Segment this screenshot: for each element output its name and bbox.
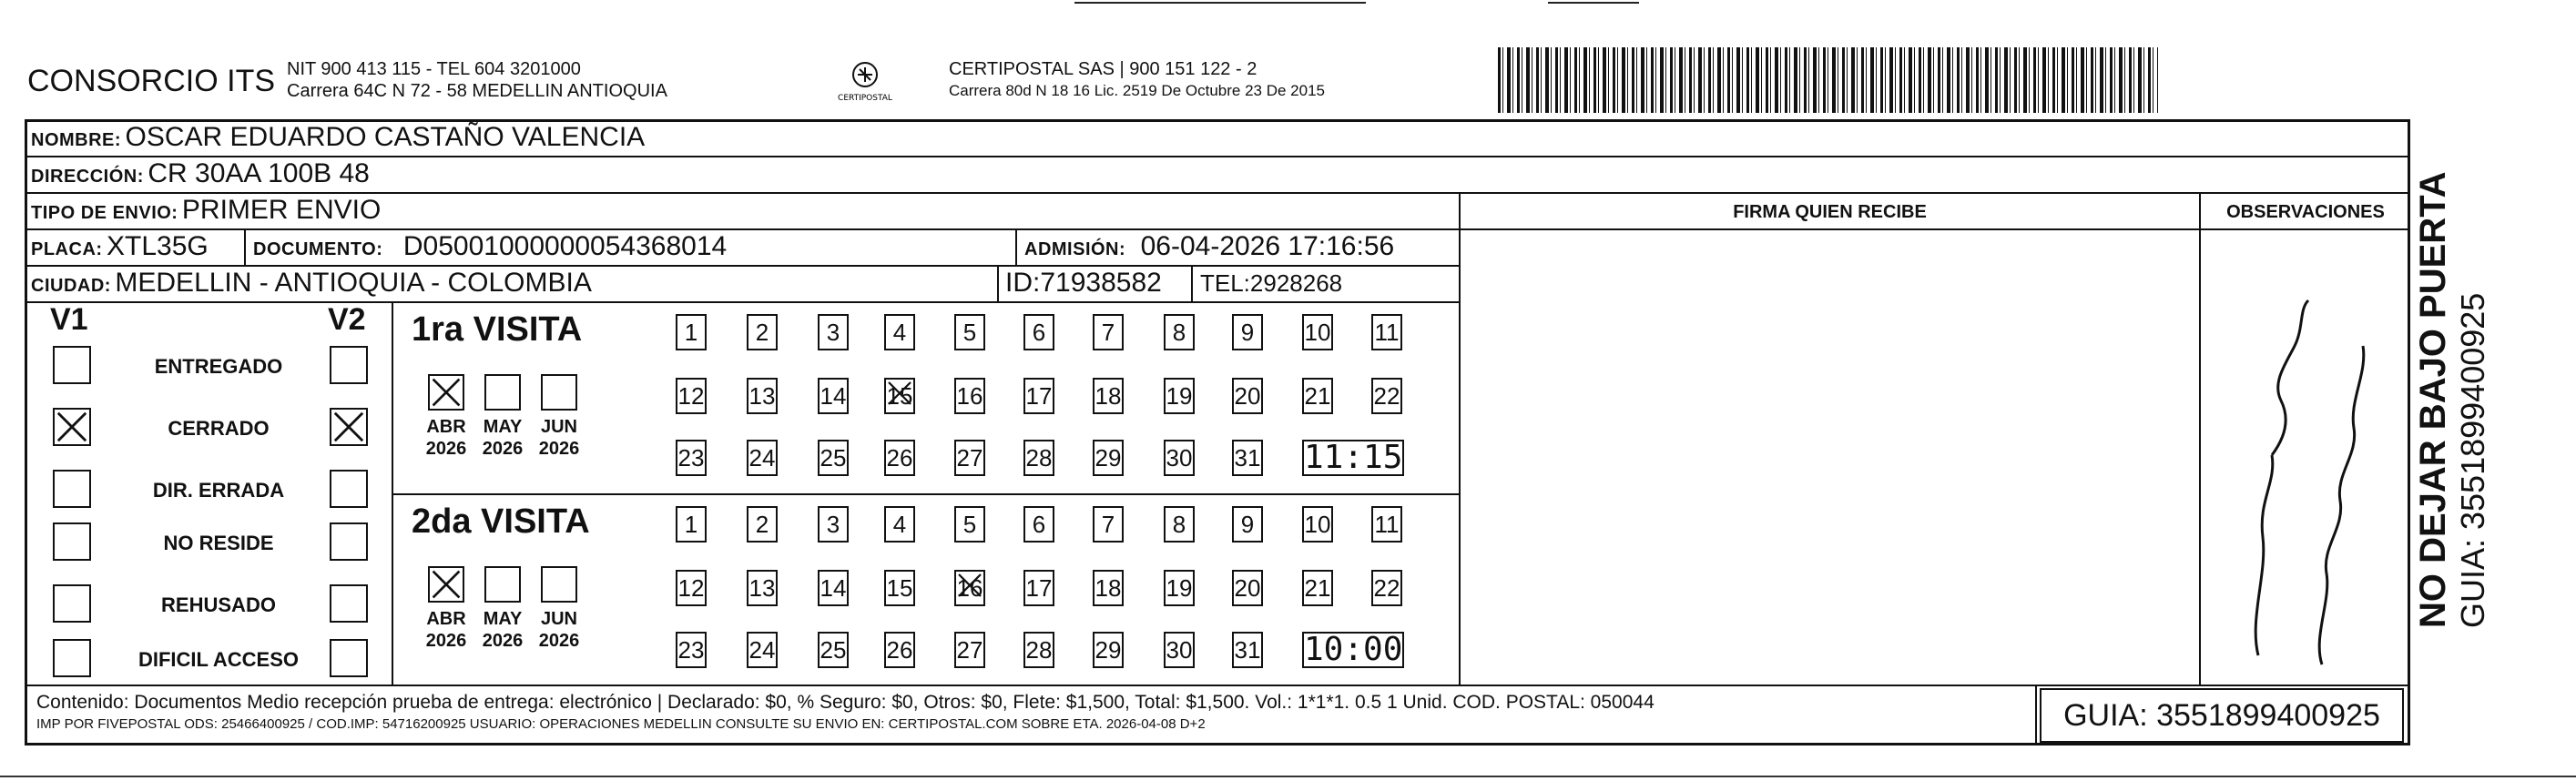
visit-2-day-19[interactable]: 19 [1164, 570, 1195, 606]
visit-2-month-checkbox-jun[interactable] [541, 566, 577, 603]
v1-checkbox-rehusado[interactable] [53, 584, 91, 623]
v2-checkbox-cerrado[interactable] [330, 408, 368, 446]
visit-2-day-29[interactable]: 29 [1093, 632, 1124, 668]
admision-value: 06-04-2026 17:16:56 [1140, 231, 1395, 261]
documento-cell [253, 231, 727, 262]
top-rule [1074, 2, 1366, 4]
visit-1-day-7[interactable]: 7 [1093, 314, 1124, 350]
month-year: 2026 [425, 631, 467, 651]
direccion-label: DIRECCIÓN: [31, 167, 144, 187]
v1-checkbox-no-reside[interactable] [53, 522, 91, 561]
side-guia: GUIA: 3551899400925 [2454, 292, 2491, 628]
visit-1-day-27[interactable]: 27 [954, 440, 985, 476]
visit-2-day-24[interactable]: 24 [747, 632, 778, 668]
visit-1-day-10[interactable]: 10 [1302, 314, 1333, 350]
visit-2-day-6[interactable]: 6 [1023, 506, 1054, 543]
visit-2-day-20[interactable]: 20 [1232, 570, 1263, 606]
tipo-envio-row [31, 195, 381, 226]
visit-2-month-label-abr [419, 608, 473, 652]
divider [1191, 265, 1193, 301]
visit-2-day-7[interactable]: 7 [1093, 506, 1124, 543]
visit-2-day-25[interactable]: 25 [818, 632, 849, 668]
handwritten-observation [2222, 273, 2395, 674]
visit-2-day-16[interactable]: 16 [954, 570, 985, 606]
status-label-rehusado: REHUSADO [161, 593, 276, 616]
visit-2-day-10[interactable]: 10 [1302, 506, 1333, 543]
visit-2-day-28[interactable]: 28 [1023, 632, 1054, 668]
contenido-line: Contenido: Documentos Medio recepción prueba de entrega: electrónico | Declarado: $0, % Seguro: $0, Otros: $0, Flete: $1,500, Total: $1,500. Vol.: 1*1*1. 0.5 1 Unid. COD. POSTAL: 050044 [36, 692, 1655, 713]
admision-label: ADMISIÓN: [1024, 239, 1126, 259]
certipostal-logo [838, 56, 892, 109]
visit-1-day-29[interactable]: 29 [1093, 440, 1124, 476]
status-label-entregado: ENTREGADO [154, 355, 283, 378]
divider [2199, 192, 2201, 685]
visit-2-day-9[interactable]: 9 [1232, 506, 1263, 543]
status-label-dir-errada: DIR. ERRADA [152, 479, 285, 502]
visit-1-day-17[interactable]: 17 [1023, 378, 1054, 414]
status-label-cerrado: CERRADO [168, 417, 270, 440]
direccion-row [31, 158, 370, 189]
tel-value: TEL:2928268 [1200, 269, 1343, 297]
v2-checkbox-entregado[interactable] [330, 346, 368, 384]
nombre-value: OSCAR EDUARDO CASTAÑO VALENCIA [125, 122, 646, 152]
visit-1-day-19[interactable]: 19 [1164, 378, 1195, 414]
svg-text:CERTIPOSTAL: CERTIPOSTAL [838, 94, 892, 103]
month-name: JUN [540, 609, 577, 629]
visit-2-day-17[interactable]: 17 [1023, 570, 1054, 606]
nombre-row [31, 122, 645, 153]
visit-1-day-22[interactable]: 22 [1371, 378, 1402, 414]
visit-1-day-12[interactable]: 12 [676, 378, 707, 414]
tipo-envio-label: TIPO DE ENVIO: [31, 203, 178, 223]
visit-1-day-15[interactable]: 15 [884, 378, 915, 414]
visit-2-day-21[interactable]: 21 [1302, 570, 1333, 606]
placa-label: PLACA: [31, 239, 103, 259]
visit-2-day-11[interactable]: 11 [1371, 506, 1402, 543]
visit-2-month-label-jun [532, 608, 586, 652]
visit-1-month-label-may [475, 416, 530, 460]
ciudad-value: MEDELLIN - ANTIOQUIA - COLOMBIA [115, 268, 592, 298]
visit-2-day-2[interactable]: 2 [747, 506, 778, 543]
visit-1-time[interactable]: 11:15 [1304, 439, 1403, 476]
v1-checkbox-entregado[interactable] [53, 346, 91, 384]
month-year: 2026 [482, 439, 524, 459]
visit-1-day-4[interactable]: 4 [884, 314, 915, 350]
nombre-label: NOMBRE: [31, 130, 122, 150]
tipo-envio-value: PRIMER ENVIO [181, 195, 382, 225]
divider [25, 192, 2410, 194]
side-warning: NO DEJAR BAJO PUERTA [2413, 171, 2453, 628]
visit-1-day-26[interactable]: 26 [884, 440, 915, 476]
visit-1-day-8[interactable]: 8 [1164, 314, 1195, 350]
ciudad-cell [31, 268, 592, 299]
visit-1-day-21[interactable]: 21 [1302, 378, 1333, 414]
visit-1-day-31[interactable]: 31 [1232, 440, 1263, 476]
visit-1-day-20[interactable]: 20 [1232, 378, 1263, 414]
visit-1-month-label-abr [419, 416, 473, 460]
company-address: Carrera 64C N 72 - 58 MEDELLIN ANTIOQUIA [287, 81, 667, 101]
month-year: 2026 [538, 631, 580, 651]
month-year: 2026 [482, 631, 524, 651]
visit-title-2: 2da VISITA [412, 502, 590, 541]
status-label-no-reside: NO RESIDE [163, 532, 274, 554]
visit-1-day-23[interactable]: 23 [676, 440, 707, 476]
visit-2-month-checkbox-abr[interactable] [428, 566, 464, 603]
divider [25, 301, 1459, 303]
visit-1-day-16[interactable]: 16 [954, 378, 985, 414]
v2-checkbox-no-reside[interactable] [330, 522, 368, 561]
day-mark [956, 572, 983, 604]
visit-2-day-3[interactable]: 3 [818, 506, 849, 543]
visit-1-day-14[interactable]: 14 [818, 378, 849, 414]
id-cell [1005, 268, 1162, 299]
observaciones-header: OBSERVACIONES [2226, 202, 2385, 222]
visit-1-day-30[interactable]: 30 [1164, 440, 1195, 476]
visit-1-day-1[interactable]: 1 [676, 314, 707, 350]
visit-1-month-label-jun [532, 416, 586, 460]
visit-2-time[interactable]: 10:00 [1304, 631, 1403, 668]
v2-header: V2 [328, 302, 366, 337]
certipostal-address: Carrera 80d N 18 16 Lic. 2519 De Octubre 23 De 2015 [949, 82, 1325, 99]
visit-2-day-15[interactable]: 15 [884, 570, 915, 606]
documento-label: DOCUMENTO: [253, 239, 383, 259]
divider [392, 301, 393, 685]
v1-header: V1 [50, 302, 88, 337]
visit-1-day-11[interactable]: 11 [1371, 314, 1402, 350]
month-name: ABR [426, 417, 466, 437]
visit-1-day-18[interactable]: 18 [1093, 378, 1124, 414]
visit-2-day-27[interactable]: 27 [954, 632, 985, 668]
visit-2-day-31[interactable]: 31 [1232, 632, 1263, 668]
v1-checkbox-cerrado[interactable] [53, 408, 91, 446]
company-nit: NIT 900 413 115 - TEL 604 3201000 [287, 59, 581, 79]
divider [997, 265, 999, 301]
barcode [1498, 47, 2158, 113]
company-name: CONSORCIO ITS [27, 64, 276, 98]
visit-2-month-checkbox-may[interactable] [484, 566, 521, 603]
visit-1-month-checkbox-jun[interactable] [541, 374, 577, 411]
month-name: MAY [483, 417, 523, 437]
month-name: MAY [483, 609, 523, 629]
visit-1-day-28[interactable]: 28 [1023, 440, 1054, 476]
visit-2-day-14[interactable]: 14 [818, 570, 849, 606]
divider [244, 228, 246, 265]
id-value: ID:71938582 [1005, 268, 1162, 298]
visit-2-day-26[interactable]: 26 [884, 632, 915, 668]
visit-2-day-5[interactable]: 5 [954, 506, 985, 543]
placa-value: XTL35G [107, 231, 209, 261]
divider [25, 228, 2410, 230]
divider [25, 685, 2410, 686]
v1-checkbox-dificil-acceso[interactable] [53, 639, 91, 677]
direccion-value: CR 30AA 100B 48 [148, 158, 370, 188]
visit-2-day-4[interactable]: 4 [884, 506, 915, 543]
divider [392, 493, 1459, 495]
visit-title-1: 1ra VISITA [412, 310, 583, 349]
visit-2-day-22[interactable]: 22 [1371, 570, 1402, 606]
visit-1-day-25[interactable]: 25 [818, 440, 849, 476]
divider [25, 265, 1459, 267]
divider [25, 156, 2410, 157]
visit-2-day-12[interactable]: 12 [676, 570, 707, 606]
month-name: JUN [540, 417, 577, 437]
ciudad-label: CIUDAD: [31, 276, 111, 296]
status-label-dificil-acceso: DIFICIL ACCESO [137, 648, 299, 671]
month-year: 2026 [425, 439, 467, 459]
visit-1-day-3[interactable]: 3 [818, 314, 849, 350]
certipostal-line: CERTIPOSTAL SAS | 900 151 122 - 2 [949, 59, 1257, 79]
visit-2-day-30[interactable]: 30 [1164, 632, 1195, 668]
v2-checkbox-dificil-acceso[interactable] [330, 639, 368, 677]
certipostal-details [949, 58, 1325, 102]
month-name: ABR [426, 609, 466, 629]
company-details [287, 58, 667, 102]
visit-1-day-9[interactable]: 9 [1232, 314, 1263, 350]
divider [2199, 228, 2410, 230]
visit-1-day-6[interactable]: 6 [1023, 314, 1054, 350]
day-mark [886, 380, 913, 412]
visit-2-day-13[interactable]: 13 [747, 570, 778, 606]
v1-checkbox-dir-errada[interactable] [53, 470, 91, 508]
impresion-line: IMP POR FIVEPOSTAL ODS: 25466400925 / COD.IMP: 54716200925 USUARIO: OPERACIONES MEDELLIN CONSULTE SU ENVIO EN: CERTIPOSTAL.COM SOBRE ETA. 2026-04-08 D+2 [36, 716, 1206, 732]
guia-number: GUIA: 3551899400925 [2040, 688, 2404, 743]
tel-cell [1200, 269, 1342, 298]
placa-cell [31, 231, 209, 262]
firma-header: FIRMA QUIEN RECIBE [1733, 202, 1927, 222]
side-label [2413, 0, 2492, 628]
visit-1-day-2[interactable]: 2 [747, 314, 778, 350]
visit-2-day-23[interactable]: 23 [676, 632, 707, 668]
divider [1459, 192, 1461, 685]
divider [2035, 685, 2037, 746]
visit-1-day-5[interactable]: 5 [954, 314, 985, 350]
divider [1015, 228, 1017, 265]
visit-2-day-8[interactable]: 8 [1164, 506, 1195, 543]
visit-2-day-18[interactable]: 18 [1093, 570, 1124, 606]
top-rule [1548, 2, 1639, 4]
visit-1-day-24[interactable]: 24 [747, 440, 778, 476]
documento-value: D05001000000054368014 [402, 231, 728, 261]
v2-checkbox-dir-errada[interactable] [330, 470, 368, 508]
bottom-rule [0, 776, 2576, 777]
admision-cell [1024, 231, 1394, 262]
visit-1-month-checkbox-abr[interactable] [428, 374, 464, 411]
visit-1-day-13[interactable]: 13 [747, 378, 778, 414]
visit-1-month-checkbox-may[interactable] [484, 374, 521, 411]
month-year: 2026 [538, 439, 580, 459]
visit-2-month-label-may [475, 608, 530, 652]
v2-checkbox-rehusado[interactable] [330, 584, 368, 623]
visit-2-day-1[interactable]: 1 [676, 506, 707, 543]
